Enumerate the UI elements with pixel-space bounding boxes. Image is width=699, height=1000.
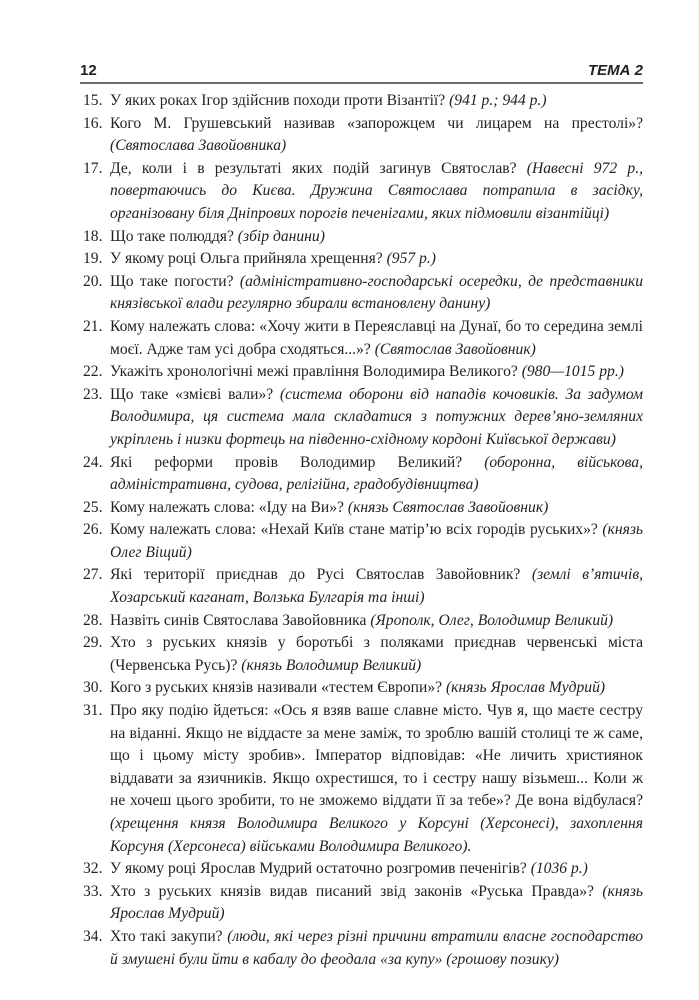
answer-text: (980—1015 рр.)	[521, 363, 624, 381]
question-number: 34.	[83, 927, 103, 945]
question-text: Про яку подію йдеться: «Ось я взяв ваше славне місто. Чув я, що маєте сестру на віданні. Якщо не віддасте за мене заміж, то зроблю вашій столиці те ж саме, що і цьому місту зробив». Імператор відповідав: «Не личить християнок віддавати за язичників. Якщо охрестишся, то і сестру нашу візьмеш... Коли ж не хочеш цього зробити, то не зможемо віддати її за тебе»? Де вона відбулася?	[110, 702, 643, 810]
question-text: Що таке погости?	[110, 272, 240, 290]
question-number: 27.	[83, 566, 103, 584]
question-text: Що таке «змієві вали»?	[110, 385, 280, 403]
answer-text: (князь Ярослав Мудрий)	[445, 679, 606, 697]
answer-text: (Навесні 972 р., повертаючись до Києва. Дружина Святослава потрапила в засідку, організовану біля Дніпрових порогів печенігами, яких підмовили візантійці)	[110, 159, 643, 222]
question-item	[83, 926, 643, 971]
answer-text: (941 р.; 944 р.)	[449, 92, 547, 109]
question-text: У якому році Ольга прийняла хрещення?	[110, 250, 387, 268]
header-divider	[80, 82, 643, 84]
question-item	[83, 881, 643, 926]
question-number: 28.	[83, 611, 103, 629]
answer-text: (землі в’ятичів, Хозарський каганат, Волзька Булгарія та інші)	[110, 566, 643, 607]
question-item	[83, 90, 643, 113]
answer-text: (Ярополк, Олег, Володимир Великий)	[370, 611, 614, 629]
topic-title: ТЕМА 2	[587, 62, 643, 79]
answer-text: (збір данини)	[237, 227, 325, 245]
question-number: 29.	[83, 634, 103, 652]
question-text: Кого з руських князів називали «тестем Європи»?	[110, 679, 446, 697]
question-number: 18.	[83, 227, 103, 245]
answer-text: (оборонна, військова, адміністративна, судова, релігійна, градобудівництва)	[110, 453, 643, 494]
question-number: 26.	[83, 521, 103, 539]
question-number: 19.	[83, 250, 103, 268]
question-number: 17.	[83, 159, 103, 177]
question-item	[83, 700, 643, 858]
answer-text: (хрещення князя Володимира Великого у Корсуні (Херсонесі), захоплення Корсуня (Херсонеса) військами Володимира Великого).	[110, 815, 643, 855]
question-text: Хто такі закупи?	[110, 927, 228, 945]
question-text: Які території приєднав до Русі Святослав Завойовник?	[110, 566, 532, 584]
question-text: Кому належать слова: «Нехай Київ стане матір’ю всіх городів руських»?	[110, 521, 603, 539]
question-item	[83, 452, 643, 497]
question-item	[83, 248, 643, 271]
question-item	[83, 361, 643, 384]
answer-text: (адміністративно-господарські осередки, де представники князівської влади регулярно збирали встановлену данину)	[110, 272, 643, 313]
question-item	[83, 497, 643, 520]
question-item	[83, 519, 643, 564]
question-text: Хто з руських князів у боротьбі з поляками приєднав червенські міста (Червенська Русь)?	[110, 634, 643, 674]
answer-text: (957 р.)	[386, 250, 436, 268]
question-text: Хто з руських князів видав писаний звід законів «Руська Правда»?	[110, 882, 603, 900]
question-item	[83, 158, 643, 226]
question-text: Кого М. Грушевський називав «запорожцем чи лицарем на престолі»?	[110, 114, 643, 132]
answer-text: (князь Святослав Завойовник)	[347, 498, 549, 516]
question-number: 30.	[83, 679, 103, 697]
question-item	[83, 113, 643, 158]
question-list	[83, 90, 643, 971]
question-number: 15.	[83, 92, 103, 109]
question-text: У якому році Ярослав Мудрий остаточно розгромив печенігів?	[110, 860, 531, 878]
question-item	[83, 632, 643, 677]
answer-text: (князь Ярослав Мудрий)	[110, 882, 643, 923]
question-item	[83, 316, 643, 361]
question-text: Які реформи провів Володимир Великий?	[110, 453, 485, 471]
question-text: Що таке полюддя?	[110, 227, 238, 245]
answer-text: (1036 р.)	[530, 860, 588, 878]
answer-text: (Святослава Завойовника)	[110, 137, 287, 155]
question-text: Кому належать слова: «Хочу жити в Переяславці на Дунаї, бо то середина землі моєї. Адже там усі добра сходяться...»?	[110, 317, 643, 358]
answer-text: (люди, які через різні причини втратили власне господарство й змушені були йти в кабалу до феодала «за купу» (грошову позику)	[110, 927, 643, 968]
page-header	[80, 62, 643, 82]
question-number: 16.	[83, 114, 103, 132]
question-item	[83, 677, 643, 700]
page-number: 12	[80, 62, 97, 79]
question-number: 23.	[83, 385, 103, 403]
question-text: Кому належать слова: «Іду на Ви»?	[110, 498, 348, 516]
question-item	[83, 226, 643, 249]
question-text: Назвіть синів Святослава Завойовника	[110, 611, 371, 629]
question-item	[83, 384, 643, 452]
answer-text: (Святослав Завойовник)	[374, 340, 536, 358]
question-number: 20.	[83, 272, 103, 290]
question-item	[83, 610, 643, 633]
question-number: 22.	[83, 363, 103, 381]
answer-text: (князь Володимир Великий)	[241, 656, 422, 674]
question-number: 25.	[83, 498, 103, 516]
question-item	[83, 271, 643, 316]
answer-text: (система оборони від нападів кочовиків. За задумом Володимира, ця система мала складатися з потужних дерев’яно-земляних укріплень і низки фортець на південно-східному кордоні Київської держави)	[110, 385, 643, 448]
question-item	[83, 858, 643, 881]
question-number: 32.	[83, 860, 103, 878]
question-item	[83, 564, 643, 609]
question-text: У яких роках Ігор здійснив походи проти Візантії?	[110, 92, 450, 109]
question-number: 21.	[83, 317, 103, 335]
question-number: 24.	[83, 453, 103, 471]
question-number: 33.	[83, 882, 103, 900]
question-text: Укажіть хронологічні межі правління Володимира Великого?	[110, 363, 522, 381]
question-text: Де, коли і в результаті яких подій загинув Святослав?	[110, 159, 527, 177]
answer-text: (князь Олег Віщий)	[110, 521, 643, 561]
question-number: 31.	[83, 702, 103, 720]
